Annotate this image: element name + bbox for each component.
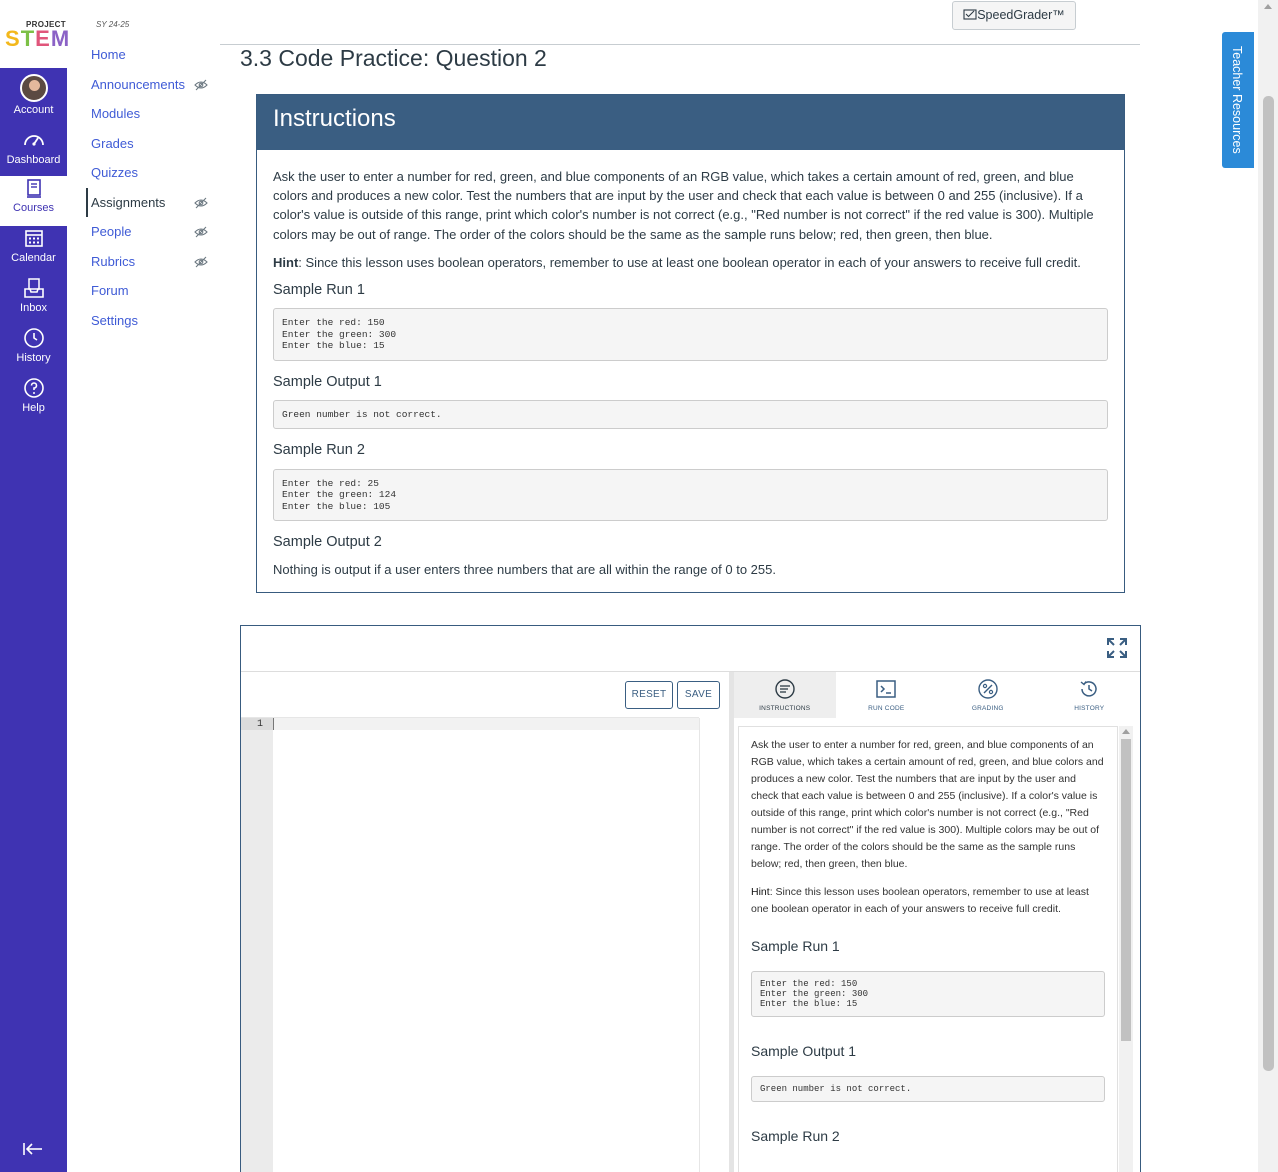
sample-output-2-text: Nothing is output if a user enters three numbers that are all within the range of 0 to 255. [273, 562, 776, 578]
course-nav-people[interactable] [86, 217, 216, 247]
sample-output-2-title: Sample Output 2 [273, 534, 382, 551]
logo-top-text: PROJECT [26, 20, 66, 29]
history-icon [22, 326, 46, 350]
course-nav-announcements-label: Announcements [91, 76, 185, 92]
current-line [273, 718, 699, 730]
instructions-paragraph: Ask the user to enter a number for red, green, and blue components of an RGB value, which takes a certain amount of red, green, and blue colors and produces a new color. Test the numbers that are input by the user and check that each value is between 0 and 255 (inclusive). If a color's value is outside of this range, print which color's number is not correct (e.g., "Red number is not correct" if the red value is 300). Multiple colors may be out of range. The order of the colors should be the same as the sample runs below; red, then green, then blue. [273, 169, 1094, 242]
sample-run-1-title: Sample Run 1 [273, 282, 365, 299]
sample-output-1-code: Green number is not correct. [273, 400, 1108, 430]
term-label: SY 24-25 [96, 20, 130, 29]
hidden-eye-icon [194, 197, 208, 209]
side-panel-tabs [734, 672, 1140, 718]
panel-sample-run-1-title: Sample Run 1 [751, 938, 840, 954]
teacher-resources-label: Teacher Resources [1230, 46, 1244, 154]
dashboard-icon [22, 128, 46, 152]
course-nav-settings-label: Settings [91, 312, 138, 328]
tab-instructions[interactable] [734, 672, 836, 718]
instructions-hint [273, 253, 1108, 272]
editor-scroll-area [699, 718, 729, 1172]
history-icon [1078, 678, 1100, 700]
global-navigation [0, 68, 67, 1172]
collapse-arrow-icon [22, 1141, 44, 1157]
tab-grading[interactable] [937, 672, 1039, 718]
page-scrollbar-thumb[interactable] [1263, 96, 1274, 1071]
course-nav-grades[interactable] [86, 129, 216, 159]
course-nav-modules-label: Modules [91, 106, 141, 121]
editor-toolbar [241, 626, 1140, 672]
instructions-tab-content [738, 726, 1118, 1172]
global-nav-inbox[interactable] [0, 276, 67, 326]
help-icon [22, 376, 46, 400]
global-nav-account-label: Account [13, 104, 54, 116]
hidden-eye-icon [194, 79, 208, 91]
terminal-icon [875, 678, 897, 700]
logo-letter-s: S [5, 26, 21, 51]
hidden-eye-icon [194, 256, 208, 268]
global-nav-dashboard-label: Dashboard [6, 154, 61, 166]
global-nav-courses[interactable] [0, 176, 67, 226]
global-nav-inbox-label: Inbox [20, 302, 47, 314]
tab-instructions-label: INSTRUCTIONS [759, 705, 811, 712]
hint-label: Hint [273, 254, 299, 270]
tab-run-code-label: RUN CODE [868, 705, 905, 712]
global-nav-history-label: History [16, 352, 51, 364]
global-nav-help-label: Help [22, 402, 45, 414]
global-nav-courses-label: Courses [13, 202, 54, 214]
tab-history[interactable] [1039, 672, 1141, 718]
save-button[interactable]: SAVE [677, 681, 720, 709]
logo-letter-e: E [35, 26, 51, 51]
course-nav-quizzes[interactable] [86, 158, 216, 188]
speedgrader-icon [963, 9, 977, 20]
global-nav-help[interactable] [0, 376, 67, 426]
global-nav-calendar[interactable] [0, 226, 67, 276]
fullscreen-button[interactable] [1106, 637, 1128, 664]
instructions-body [257, 150, 1124, 580]
panel-hint [751, 884, 1105, 918]
sample-run-2-code: Enter the red: 25 Enter the green: 124 Enter the blue: 105 [273, 469, 1108, 522]
line-number: 1 [241, 718, 273, 730]
global-nav-history[interactable] [0, 326, 67, 376]
reset-button[interactable]: RESET [625, 681, 673, 709]
course-nav-grades-label: Grades [91, 135, 134, 151]
scroll-up-arrow[interactable] [1264, 4, 1272, 9]
sample-output-1-title: Sample Output 1 [273, 373, 382, 390]
course-nav-rubrics[interactable] [86, 247, 216, 277]
sample-run-1-code: Enter the red: 150 Enter the green: 300 Enter the blue: 15 [273, 308, 1108, 361]
page-title: 3.3 Code Practice: Question 2 [240, 45, 547, 71]
course-nav-settings[interactable] [86, 306, 216, 336]
course-nav-people-label: People [91, 224, 132, 239]
hint-text: : Since this lesson uses boolean operators, remember to use at least one boolean operator in each of your answers to receive full credit. [298, 254, 1081, 270]
course-nav-quizzes-label: Quizzes [91, 165, 138, 180]
line-number-gutter [241, 718, 273, 1172]
courses-icon [22, 176, 46, 200]
side-panel-scrollbar[interactable] [1119, 726, 1133, 1172]
collapse-nav-button[interactable] [22, 1141, 44, 1162]
panel-sample-run-2-title: Sample Run 2 [751, 1128, 840, 1144]
logo-main-text [5, 26, 70, 52]
instructions-icon [774, 678, 796, 700]
avatar [20, 74, 48, 102]
panel-sample-output-1-code: Green number is not correct. [751, 1076, 1105, 1102]
global-nav-calendar-label: Calendar [11, 252, 56, 264]
tab-grading-label: GRADING [971, 705, 1004, 712]
code-editor-widget [240, 625, 1141, 1172]
sample-run-2-title: Sample Run 2 [273, 442, 365, 459]
panel-hint-label: Hint [751, 886, 770, 898]
logo-letter-t: T [20, 26, 36, 51]
tab-history-label: HISTORY [1074, 705, 1105, 712]
panel-sample-run-1-code: Enter the red: 150 Enter the green: 300 Enter the blue: 15 [751, 971, 1105, 1017]
speedgrader-button[interactable] [952, 1, 1076, 30]
page-scrollbar[interactable] [1258, 0, 1278, 1172]
panel-hint-text: : Since this lesson uses boolean operators, remember to use at least one boolean operator in each of your answers to receive full credit. [751, 886, 1089, 915]
grading-icon [977, 678, 999, 700]
course-nav-home[interactable] [86, 40, 216, 70]
side-panel [734, 672, 1140, 1172]
instructions-panel [256, 94, 1125, 593]
course-nav-assignments[interactable] [86, 188, 216, 218]
project-stem-logo[interactable] [0, 0, 71, 68]
global-nav-account[interactable] [0, 74, 67, 124]
side-scroll-up-arrow[interactable] [1122, 729, 1130, 734]
course-nav-forum-label: Forum [91, 283, 129, 298]
expand-icon [1106, 637, 1128, 659]
course-navigation [86, 40, 216, 335]
course-nav-modules[interactable] [86, 99, 216, 129]
panel-sample-output-1-title: Sample Output 1 [751, 1043, 857, 1059]
calendar-icon [22, 226, 46, 250]
course-nav-announcements[interactable] [86, 70, 216, 100]
instructions-heading: Instructions [257, 95, 1124, 150]
editor-pane [241, 672, 729, 1172]
course-nav-rubrics-label: Rubrics [91, 253, 136, 269]
hidden-eye-icon [194, 226, 208, 238]
speedgrader-label: SpeedGrader™ [977, 8, 1065, 22]
panel-paragraph: Ask the user to enter a number for red, green, and blue components of an RGB value, which takes a certain amount of red, green, and blue colors and produces a new color. Test the numbers that are input by the user and check that each value is between 0 and 255 (inclusive). If a color's value is outside of this range, print which color's number is not correct (e.g., "Red number is not correct" if the red value is 300). Multiple colors may be out of range. The order of the colors should be the same as the sample runs below; red, then green, then blue. [751, 739, 1104, 870]
code-input-area[interactable] [273, 718, 699, 1172]
course-nav-assignments-label: Assignments [91, 194, 166, 210]
logo-letter-m: M [50, 26, 71, 51]
tab-run-code[interactable] [836, 672, 938, 718]
course-nav-forum[interactable] [86, 276, 216, 306]
global-nav-dashboard[interactable] [0, 128, 67, 178]
side-panel-scrollbar-thumb[interactable] [1121, 739, 1131, 1041]
course-nav-home-label: Home [91, 47, 126, 62]
teacher-resources-tab[interactable] [1222, 32, 1254, 168]
inbox-icon [22, 276, 46, 300]
